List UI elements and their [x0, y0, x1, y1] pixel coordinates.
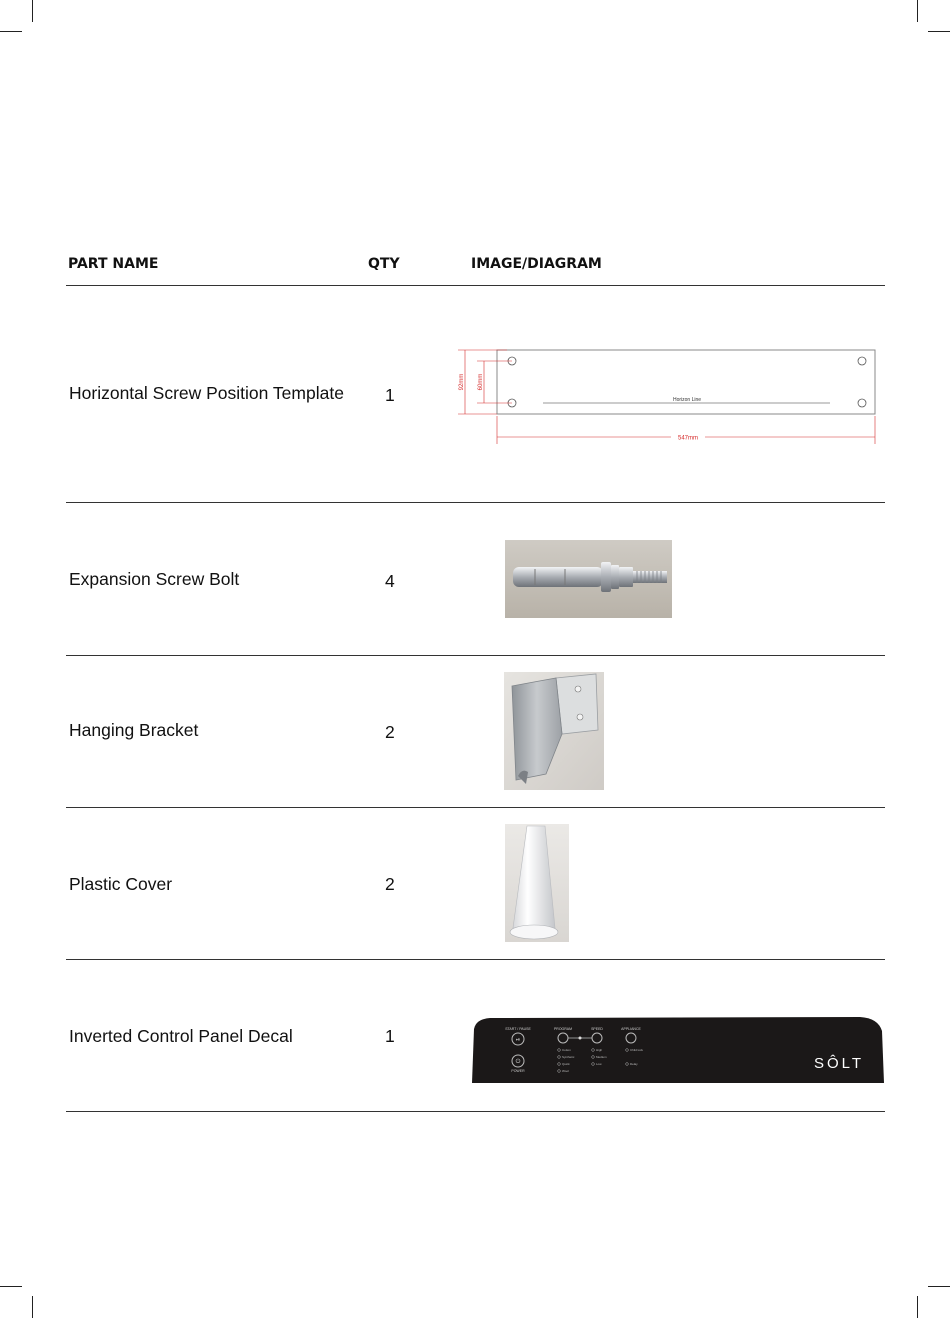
- program-option: Wool: [562, 1069, 569, 1073]
- program-option: Synthetic: [562, 1055, 575, 1059]
- header-image: IMAGE/DIAGRAM: [471, 256, 602, 272]
- speed-option: Medium: [596, 1055, 607, 1059]
- crop-mark: [917, 1296, 918, 1318]
- appliance-option: Child lock: [630, 1048, 644, 1052]
- decal-label-start: START / PAUSE: [505, 1027, 531, 1031]
- speed-option: Low: [596, 1062, 602, 1066]
- part-qty: 1: [385, 385, 395, 405]
- part-qty: 2: [385, 874, 395, 894]
- dim-60mm-label: 60mm: [478, 373, 484, 391]
- header-qty: QTY: [368, 256, 400, 272]
- power-icon: ⏻: [515, 1059, 521, 1065]
- table-row: [66, 503, 885, 655]
- control-panel-decal: [470, 1015, 886, 1085]
- dim-92mm-label: 92mm: [459, 373, 465, 391]
- expansion-bolt-photo: [505, 540, 672, 618]
- crop-mark: [928, 31, 950, 32]
- part-name: Inverted Control Panel Decal: [69, 1026, 293, 1046]
- appliance-option: Delay: [630, 1062, 638, 1066]
- header-part-name: PART NAME: [68, 256, 159, 272]
- crop-mark: [0, 31, 22, 32]
- part-qty: 2: [385, 722, 395, 742]
- crop-mark: [928, 1286, 950, 1287]
- crop-mark: [0, 1286, 22, 1287]
- part-name: Hanging Bracket: [69, 720, 199, 740]
- part-name: Plastic Cover: [69, 874, 173, 894]
- dim-547mm-label: 547mm: [677, 435, 699, 442]
- screw-template-diagram: [455, 344, 880, 448]
- decal-label-speed: SPEED: [591, 1027, 603, 1031]
- part-qty: 4: [385, 571, 395, 591]
- decal-label-program: PROGRAM: [553, 1027, 573, 1031]
- horizon-line-label: Horizon Line: [672, 397, 702, 403]
- part-name: Horizontal Screw Position Template: [69, 383, 344, 403]
- plastic-cover-photo: [505, 824, 569, 942]
- decal-label-power: POWER: [511, 1069, 525, 1073]
- table-row: [66, 656, 885, 807]
- table-divider: [66, 1111, 885, 1112]
- program-option: Quick: [562, 1062, 570, 1066]
- crop-mark: [917, 0, 918, 22]
- part-qty: 1: [385, 1026, 395, 1046]
- decal-label-appliance: APPLIANCE: [621, 1027, 641, 1031]
- part-name: Expansion Screw Bolt: [69, 569, 240, 589]
- table-row: [66, 808, 885, 959]
- hanging-bracket-photo: [504, 672, 604, 790]
- solt-logo: SÔLT: [813, 1055, 865, 1072]
- program-option: Cotton: [562, 1048, 571, 1052]
- crop-mark: [32, 1296, 33, 1318]
- speed-option: High: [596, 1048, 603, 1052]
- crop-mark: [32, 0, 33, 22]
- table-header: [68, 256, 884, 276]
- play-pause-icon: ⏯: [515, 1037, 521, 1043]
